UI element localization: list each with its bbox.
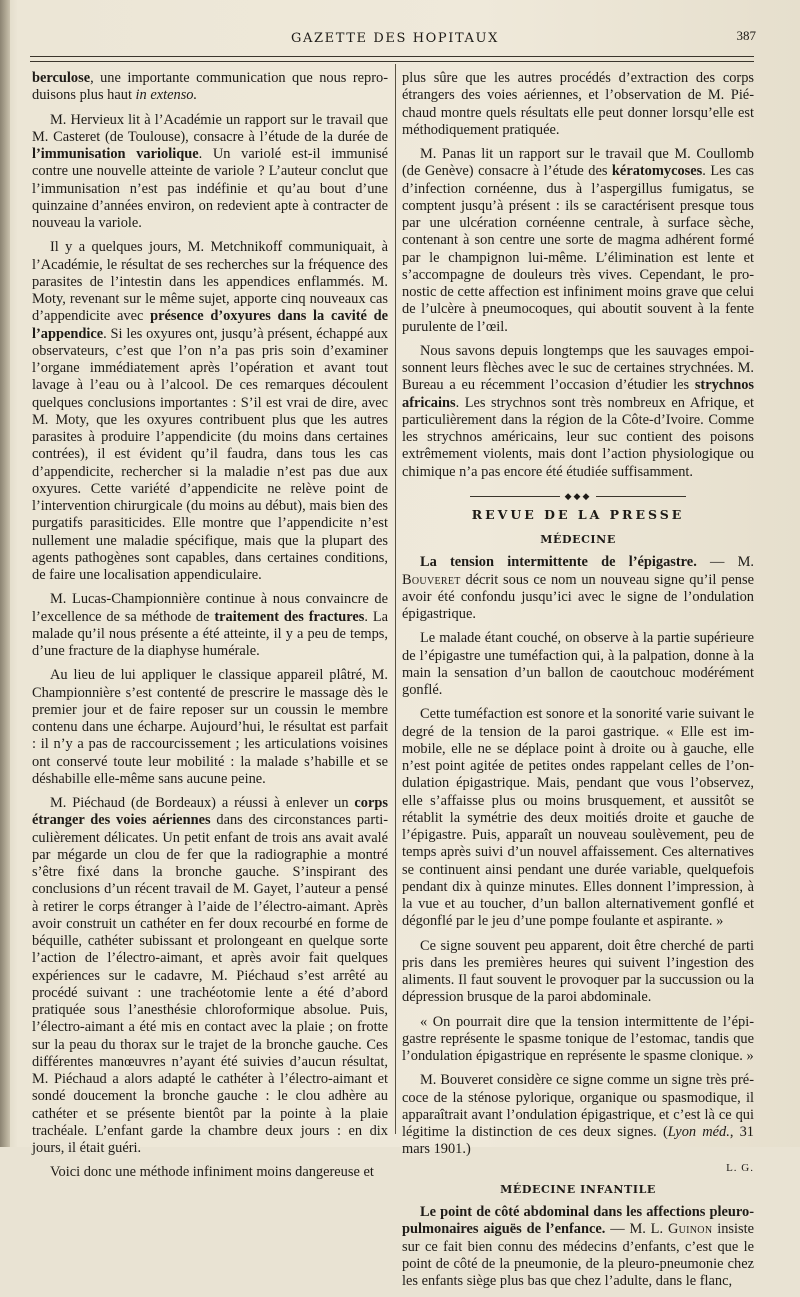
- journal-title: GAZETTE DES HOPITAUX: [291, 31, 499, 46]
- page-binding-edge: [0, 0, 10, 1147]
- paragraph-text: dans des circonstances particulièrement délicates. Un petit enfant de trois ans avait avalé par mégarde un clou de fer que la radiographie a montré s’être fixé dans la bronche gauche. S’inspirant des conclusions d’un récent travail de M. Gayet, l’auteur a pensé à retirer le corps étranger à l’aide de l’électro-aimant. Après avoir construit un cathéter en fer doux recourbé en forme de béquille, cathéter subissant et prolongeant en quelque sorte l’action de l’électro-aimant, et après avoir fait quelques expériences sur le cadavre, M. Piéchaud s’est arrêté au procédé suivant : une trachéotomie lente a été d’abord pratiquée sous l’anesthésie chloroformique absolue. Puis, l’électro-aimant a été mis en contact avec la plaie ; on frotte sur la peau du thorax sur le trajet de la bronche gauche. Ces différentes manœuvres n’ayant été suivies d’aucun résultat, M. Piéchaud a alors adapté le cathéter à l’électro-aimant et sondé doucement la bronche gauche : le clou adhère au cathéter et se présente bientôt par la pointe à la plaie trachéale. L’enfant garde la chambre deux jours : en dix jours, il était guéri.: [32, 812, 388, 1156]
- paragraph-massage: Au lieu de lui appliquer le classique appareil plâtré, M. Championnière s’est contenté de prescrire le massage dès le premier jour et de faire reposer sur un coussin le membre contenu dans une écharpe. Aujourd’hui, le résultat est parfait : il n’y a pas de raccourcissement ; les articulations voisines ont conservé toute leur mobilité : la malade s’habille et se déshabille elle-même sans aucune peine.: [32, 667, 388, 787]
- paragraph-variole: [32, 112, 388, 233]
- paragraph-text: . Les strychnos sont très nombreux en Afrique, et particulièrement dans la région de la Côte-d’Ivoire. Comme les strychnos américains, leur suc contient des poisons extrêmement violents, mais dont l’action physiologique ou chimique n’a pas encore été étudiée suffisamment.: [402, 394, 754, 480]
- paragraph-malade-couche: Le malade étant couché, on observe à la partie supérieure de l’épigastre une tuméfaction qui, à la palpation, donne à la main la sensation d’un ballon de caoutchouc modérément gonflé.: [402, 630, 754, 698]
- bold-topic: l’immunisation variolique: [32, 146, 199, 162]
- bold-topic: La tension intermittente de l’épigastre.: [420, 554, 697, 571]
- right-column: [402, 70, 754, 1297]
- subsection-medecine: MÉDECINE: [540, 533, 616, 546]
- left-column: [32, 70, 388, 1189]
- paragraph-tuberculose-end: [32, 70, 388, 105]
- paragraph-text: M. Hervieux lit à l’Académie un rapport sur le travail que M. Casteret (de Toulouse), consacre à l’étude de la durée de: [32, 111, 388, 145]
- italic-citation: Lyon méd.: [667, 1124, 730, 1140]
- paragraph-text: décrit sous ce nom un nouveau signe qu’il pense avoir été confondu jusqu’ici avec le signe de l’ondulation épigastrique.: [402, 571, 754, 622]
- paragraph-text: Nous savons depuis longtemps que les sauvages empoisonnent leurs flèches avec le suc de certaines strychnées. M. Bureau a eu récemment l’occasion d’étudier les: [402, 342, 754, 394]
- subsection-medecine-infantile: MÉDECINE INFANTILE: [500, 1182, 656, 1196]
- bold-topic: Le point de côté abdominal dans les affections pleuro-pulmonaires aiguës de l’enfance.: [402, 1204, 754, 1238]
- paragraph-text: M. Lucas-Championnière continue à nous convaincre de l’excellence de sa méthode de: [32, 591, 388, 625]
- paragraph-quote: « On pourrait dire que la tension intermittente de l’épigastre représente le spasme tonique de l’estomac, tandis que l’ondulation épigastrique en représente le spasme clonique. »: [402, 1013, 754, 1064]
- paragraph-text: M. Piéchaud (de Bordeaux) a réussi à enlever un: [50, 795, 355, 811]
- paragraph-methode-end: plus sûre que les autres procédés d’extraction des corps étrangers des voies aériennes, et l’observation de M. Piéchaud montre quels résultats elle peut donner lorsqu’elle est méthodiquement pratiquée.: [402, 70, 754, 138]
- paragraph-text: . La malade qu’il nous présente a été atteinte, il y a peu de temps, d’une fracture de la diaphyse humérale.: [32, 608, 388, 659]
- paragraph-methode: Voici donc une méthode infiniment moins dangereuse et: [50, 1164, 374, 1181]
- paragraph-text: , une importante communication que nous reproduisons plus haut: [32, 70, 388, 104]
- paragraph-tension-epigastre: [402, 554, 754, 623]
- bold-topic: corps étranger des voies aériennes: [32, 795, 388, 829]
- paragraph-text: , 31 mars 1901.): [402, 1124, 754, 1158]
- author-name: Guinon: [667, 1221, 713, 1238]
- paragraph-signe: Ce signe souvent peu apparent, doit être cherché de parti pris dans les premières heures qui suivent l’ingestion des aliments. Il faut souvent le provoquer par la succussion ou la dépression brusque de la paroi abdominale.: [402, 937, 754, 1006]
- author-name: Bouveret: [402, 571, 461, 588]
- ornament-glyphs: ◆◆◆: [564, 490, 592, 501]
- article-signature: L. G.: [726, 1161, 754, 1174]
- paragraph-text: M. Panas lit un rapport sur le travail que M. Coullomb (de Genève) consacre à l’étude des: [402, 146, 754, 180]
- paragraph-text: — M. L.: [605, 1221, 668, 1238]
- paragraph-text: Il y a quelques jours, M. Metchnikoff communiquait, à l’Académie, le résultat de ses recherches sur la fréquence des parasites de l’intestin dans les appendices enflammés. M. Moty, revenant sur le même sujet, apporte cinq nouveaux cas d’appendicite avec: [32, 239, 388, 325]
- paragraph-corps-etranger: [32, 795, 388, 1157]
- header-rule: [30, 56, 754, 62]
- paragraph-tumefaction: Cette tuméfaction est sonore et la sonorité varie suivant le degré de la tension de la paroi gastrique. « Elle est immobile, elle ne se déplace point à droite ou à gauche, elle n’est point agitée de petites ondes rappelant celles de l’ondulation épigastrique. Mais, pendant que vous l’observez, elle s’affaisse plus ou moins brusquement, et aussitôt se rétablit la symétrie des deux moitiés droite et gauche de l’épigastre. Puis, apparaît un nouveau soulèvement, peu de temps après suivi d’un nouvel affaissement. Ces alternatives se continuent ainsi pendant une durée variable, quelquefois pendant dix à quinze minutes. Elles donnent l’impression, à la vue et au toucher, d’un ballon alternativement gonflé et dégonflé par le jeu d’une pompe foulante et aspirante. »: [402, 706, 754, 930]
- continued-word: berculose: [32, 70, 91, 86]
- bold-topic: kératomycoses: [611, 163, 703, 180]
- paragraph-keratomycoses: [402, 146, 754, 336]
- paragraph-text: M. Bouveret considère ce signe comme un signe très précoce de la sténose pylorique, organique ou spasmodique, il apparaîtrait avant l’ondulation épigastrique, et c’est là ce qui légitime la distinction de ces deux signes. (: [402, 1072, 754, 1140]
- section-title-revue: REVUE DE LA PRESSE: [471, 506, 685, 522]
- italic-phrase: in extenso.: [135, 87, 198, 104]
- paragraph-text: . Si les oxyures ont, jusqu’à présent, échappé aux observateurs, c’est que l’on n’a pas pris soin d’examiner l’organe immédiatement après l’opération et avant tout lavage à l’eau ou à l’alcool. De ces remarques découlent quelques conclusions importantes : S’il est vrai de dire, avec M. Moty, que les oxyures contribuent plus que les autres parasites à produire l’appendicite (du moins dans certaines contrées), il est évident qu’il faudra, dans tous les cas d’appendicite, rechercher si la maladie n’est pas due aux oxyures. Cette variété d’appendicite ne relève point de l’intervention chirurgicale (du moins au début), mais bien des purgatifs parasiticides. Elle montre que l’appendicite n’est nullement une maladie spécifique, mais que la plupart des agents pathogènes sont capables, dans certaines conditions, de faire une localisation appendiculaire.: [32, 325, 388, 583]
- page-number: 387: [736, 28, 756, 43]
- page-header: [30, 26, 760, 56]
- paragraph-strychnos: [402, 343, 754, 481]
- paragraph-appendicite: [32, 239, 388, 584]
- ornament-line-right: [596, 496, 686, 497]
- paragraph-bouveret: [402, 1072, 754, 1158]
- paragraph-fractures: [32, 591, 388, 660]
- paragraph-text: — M.: [696, 554, 755, 571]
- paragraph-text: . Les cas d’infection cornéenne, dus à l’aspergillus fumigatus, se comptent jusqu’à présent : ils se caractérisent presque tous par une ulcération cornéenne centrale, à surface sèche, contenant à son centre une sorte de magma adhérent formé par le champignon lui-même. L’élimination est lente et s’accompagne de douleurs très vives. Cependant, le pronostic de cette affection est infiniment moins grave que celui de l’ulcère à pneumocoques, qui aboutit souvent à la fente purulente de l’œil.: [402, 163, 754, 335]
- column-divider: [395, 64, 396, 1134]
- paragraph-text: . Un variolé est-il immunisé contre une nouvelle atteinte de variole ? L’auteur conclut que l’immunisation n’est pas indéfinie et qu’au bout d’une quinzaine d’années environ, on redevient apte à contracter de nouveau la variole.: [32, 146, 388, 231]
- paragraph-point-de-cote: [402, 1204, 754, 1290]
- ornament-line-left: [470, 496, 560, 497]
- bold-topic: strychnos africains: [402, 377, 754, 411]
- bold-topic: présence d’oxyures dans la cavité de l’appendice: [32, 308, 389, 342]
- bold-topic: traitement des fractures: [214, 608, 365, 625]
- paragraph-text: insiste sur ce fait bien connu des médecins d’enfants, c’est que le point de côté de la pneumonie, de la pleuro-pneumonie chez les enfants siège plus bas que chez l’adulte, dans le flanc,: [402, 1221, 754, 1289]
- section-ornament: [402, 488, 754, 500]
